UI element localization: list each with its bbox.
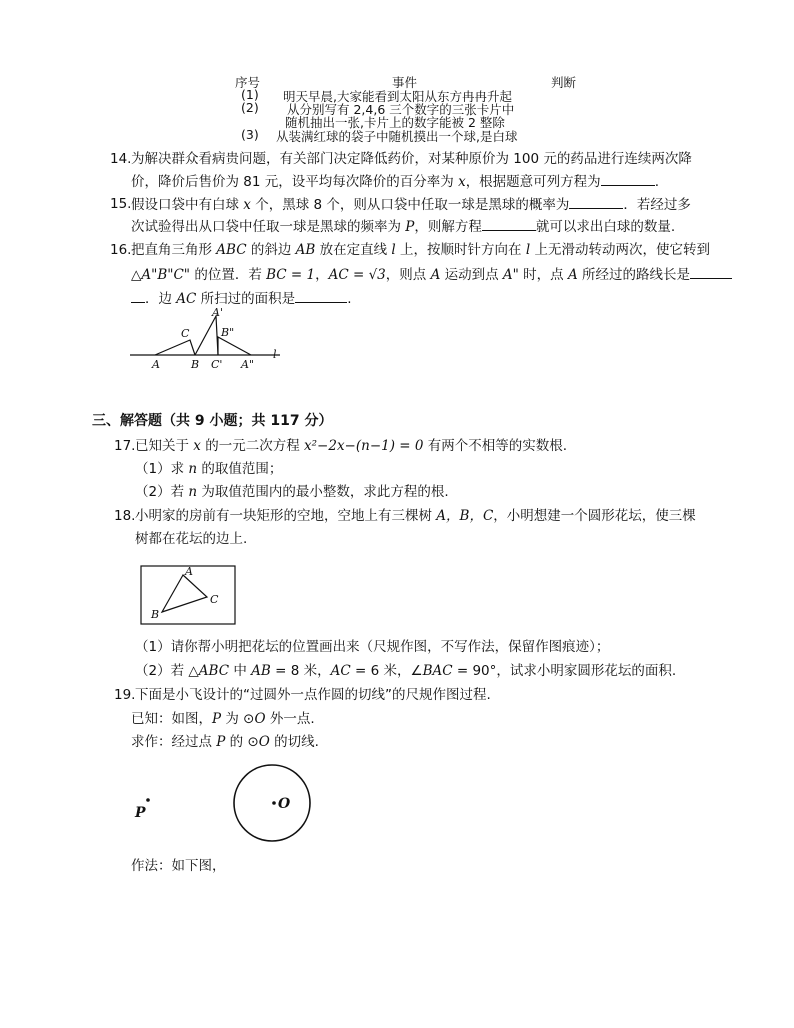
question-16-number: 16. (110, 242, 132, 258)
question-18-number: 18. (114, 508, 136, 524)
question-16-line-3: ．边 AC 所扫过的面积是 . (131, 289, 351, 308)
label-a: A (152, 358, 160, 371)
table-row-3-event: 从装满红球的袋子中随机摸出一个球,是白球 (276, 129, 518, 144)
question-19-method: 作法：如下图， (131, 858, 226, 874)
section-3-heading: 三、解答题（共 9 小题；共 117 分） (92, 413, 333, 429)
table-row-2-event: 从分别写有 2,4,6 三个数字的三张卡片中 (287, 102, 515, 117)
triangle-a2b2c2 (218, 337, 251, 355)
table-row-1-event: 明天早晨,大家能看到太阳从东方冉冉升起 (283, 89, 512, 104)
question-18-line-1: 小明家的房前有一块矩形的空地，空地上有三棵树 A，B，C，小明想建一个圆形花坛，使三棵 (135, 508, 696, 524)
label-b-double-prime: B" (221, 326, 235, 339)
triangle-abc (155, 340, 195, 355)
label-o: O (278, 796, 291, 812)
question-18-part-2: （2）若 △ABC 中 AB = 8 米，AC = 6 米，∠BAC = 90°，试求小明家圆形花坛的面积. (135, 663, 677, 679)
question-17-number: 17. (114, 438, 136, 454)
question-18-part-1: （1）请你帮小明把花坛的位置画出来（尺规作图，不写作法，保留作图痕迹）； (135, 639, 610, 655)
question-15-line-2: 次试验得出从口袋中任取一球是黑球的频率为 P，则解方程 就可以求出白球的数量. (131, 219, 676, 235)
table-row-3-index: (3) (241, 127, 259, 142)
table-header-event: 事件 (392, 75, 418, 90)
table-row-2-event-line2: 随机抽出一张,卡片上的数字能被 2 整除 (285, 115, 505, 130)
label-a: A (185, 565, 193, 578)
question-16-line-2: △A"B"C" 的位置．若 BC = 1，AC = √3，则点 A 运动到点 A" 时，点 A 所经过的路线长是 (131, 265, 732, 284)
table-row-2-index: (2) (241, 100, 259, 115)
question-17-line-1: 已知关于 x 的一元二次方程 x²−2x−(n−1) = 0 有两个不相等的实数根. (135, 438, 568, 454)
label-l: l (273, 348, 277, 361)
table-row-1-index: (1) (241, 87, 259, 102)
point-p-dot (146, 798, 150, 802)
table-header-index: 序号 (235, 75, 261, 90)
label-a-prime: A' (212, 308, 223, 319)
label-b: B (151, 608, 160, 621)
triangle-trees (162, 575, 207, 612)
question-19-known: 已知：如图，P 为 ⊙O 外一点. (131, 711, 315, 727)
question-18-line-2: 树都在花坛的边上. (135, 531, 248, 547)
table-header-judge: 判断 (551, 75, 577, 90)
question-17-part-1: （1）求 n 的取值范围； (135, 461, 283, 477)
tangent-figure (128, 758, 328, 854)
circle-o (234, 765, 310, 841)
label-a-double-prime: A" (241, 358, 255, 371)
question-14-line-1: 为解决群众看病贵问题，有关部门决定降低药价，对某种原价为 100 元的药品进行连续两次降 (131, 151, 692, 167)
question-19-number: 19. (114, 687, 136, 703)
question-19-required: 求作：经过点 P 的 ⊙O 的切线. (131, 734, 319, 750)
question-17-part-2: （2）若 n 为取值范围内的最小整数，求此方程的根. (135, 484, 449, 500)
question-15-line-1: 假设口袋中有白球 x 个，黑球 8 个，则从口袋中任取一球是黑球的概率为 ．若经过多 (131, 197, 691, 213)
label-c-prime: C' (211, 358, 223, 371)
question-15-number: 15. (110, 196, 132, 212)
garden-figure (140, 565, 238, 627)
label-c: C (210, 593, 219, 606)
rotation-figure (125, 308, 290, 374)
triangle-a1b1c1 (195, 316, 218, 355)
label-b: B (191, 358, 200, 371)
question-14-number: 14. (110, 151, 132, 167)
center-o-dot (272, 801, 276, 805)
question-16-line-1: 把直角三角形 ABC 的斜边 AB 放在定直线 l 上，按顺时针方向在 l 上无滑动转动两次，使它转到 (131, 242, 710, 258)
question-14-line-2: 价，降价后售价为 81 元，设平均每次降价的百分率为 x，根据题意可列方程为 . (131, 174, 659, 190)
label-c: C (181, 327, 190, 340)
question-19-line-1: 下面是小飞设计的“过圆外一点作圆的切线”的尺规作图过程. (135, 687, 491, 703)
label-p: P (135, 805, 146, 821)
